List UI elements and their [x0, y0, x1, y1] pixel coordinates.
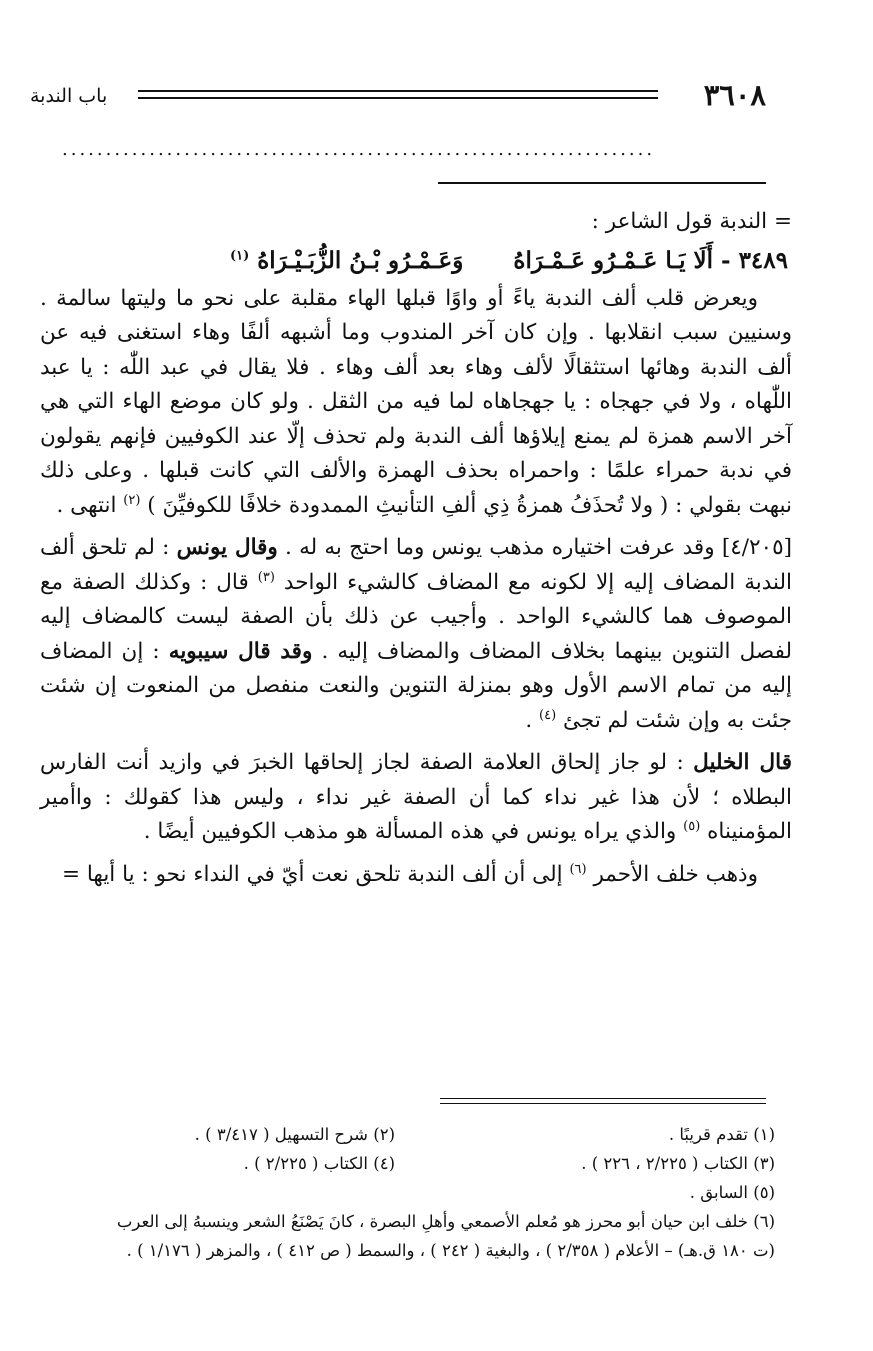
paragraph-1-text: ويعرض قلب ألف الندبة ياءً أو واوًا قبلها الهاء مقلبة على نحو ما وليتها سالمة . وسنيين سبب انقلابها . وإن كان آخر المندوب وما أشبهه ألفًا وهاء استغنى فيه عن ألف الندبة وهائها استثقالًا لألف وهاء بعد ألف وهاء . فلا يقال في عبد اللّٰه : يا عبد اللّٰهاه ، ولا في جهجاه : يا جهجاهاه لما فيه من الثقل . ولو كان موضع الهاء التي هي آخر الاسم همزة لم يمنع إيلاؤها ألف الندبة ولم تحذف إلّا عند الكوفيين فإنهم يقولون في ندبة حمراء علمًا : واحمراه بحذف الهمزة والألف التي كانت قبلها . وعلى ذلك نبهت بقولي : ( ولا تُحذَفُ همزةُ ذِي ألفِ التأنيثِ الممدودة خلافًا للكوفيِّنَ )	[40, 285, 792, 518]
footnote-ref-5: (٥)	[683, 818, 701, 834]
paragraph-2-bold-sibawayh: وقد قال سيبويه	[168, 638, 313, 664]
page-header	[30, 78, 766, 112]
footnote-ref-3: (٣)	[257, 569, 275, 585]
footnote-3: (٣) الكتاب ( ٢/٢٢٥ ، ٢٢٦ ) .	[581, 1154, 775, 1173]
paragraph-2	[40, 531, 792, 738]
paragraph-2-bold-yunus: وقال يونس	[176, 535, 278, 560]
paragraph-3-bold-khalil: قال الخليل	[693, 750, 792, 775]
paragraph-3	[40, 746, 792, 850]
footnotes	[60, 1120, 775, 1265]
verse-hemistich-2: وَعَـمْـرُو بْـنُ الزُّبَـيْـرَاهُ	[257, 246, 464, 274]
intro-line: = الندبة قول الشاعر :	[591, 209, 792, 234]
footnote-1: (١) تقدم قريبًا .	[668, 1125, 775, 1144]
paragraph-2-text-f: : إن المضاف إليه من تمام الاسم الأول وهو بمنزلة التنوين والنعت منفصل من المنعوت إن شئت جئت به وإن شئت لم تجئ	[40, 638, 792, 733]
paragraph-4	[40, 858, 792, 893]
paragraph-3-text-b: والذي يراه يونس في هذه المسألة هو مذهب الكوفيين أيضًا .	[143, 819, 677, 844]
volume-page-ref: [٤/٢٠٥]	[721, 535, 793, 560]
paragraph-2-text-c: : لم تلحق ألف الندبة المضاف إليه إلا لكونه مع المضاف كالشيء الواحد	[40, 535, 793, 595]
verse-number: ٣٤٨٩ -	[721, 246, 788, 274]
footnote-6-line-1: (٦) خلف ابن حيان أبو محرز هو مُعلم الأصمعي وأهلِ البصرة ، كانَ يَصْنَعُ الشعر وينسبهُ إلى العرب	[116, 1212, 775, 1231]
footnote-rule	[440, 1098, 766, 1104]
paragraph-1-end: انتهى .	[56, 492, 117, 518]
paragraph-3-text-a: : لو جاز إلحاق العلامة الصفة لجاز إلحاقها الخبرَ في وازيد أنت الفارس البطلاه ؛ لأن هذا غير نداء كما أن الصفة غير نداء ، وليس هذا كقولك : واأمير المؤمنيناه	[40, 750, 792, 844]
footnote-ref-6: (٦)	[569, 861, 587, 877]
verse-hemistich-1: أَلَا يَـا عَـمْـرُو عَـمْـرَاهُ	[513, 246, 713, 274]
main-text	[40, 205, 792, 892]
paragraph-2-end: .	[525, 707, 533, 733]
paragraph-2-text-a: وقد عرفت اختياره مذهب يونس وما احتج به له .	[285, 535, 715, 560]
section-title: باب الندبة	[30, 85, 108, 107]
paragraph-1	[40, 282, 792, 524]
footnote-5: (٥) السابق .	[689, 1183, 775, 1202]
paragraph-2-text-d: قال : وكذلك الصفة مع الموصوف هما كالشيء الواحد . وأجيب عن ذلك بأن الصفة ليست كالمضاف إليه لفصل التنوين بينهما بخلاف المضاف والمضاف إليه .	[40, 569, 792, 664]
footnote-row-2	[60, 1149, 775, 1178]
footnote-row-1	[60, 1120, 775, 1149]
continuation-rule	[438, 182, 766, 184]
footnote-ref-2: (٢)	[123, 492, 141, 508]
paragraph-4-text-a: وذهب خلف الأحمر	[593, 861, 758, 887]
page-number: ٣٦٠٨	[703, 78, 766, 112]
header-rule	[138, 90, 658, 99]
footnote-6-line-2: (ت ١٨٠ ق.هـ) – الأعلام ( ٢/٣٥٨ ) ، والبغية ( ٢٤٢ ) ، والسمط ( ص ٤١٢ ) ، والمزهر ( ١/١٧٦ ) .	[126, 1241, 775, 1260]
paragraph-4-text-b: إلى أن ألف الندبة تلحق نعت أيّ في النداء نحو : يا أيها =	[62, 861, 563, 887]
dotted-separator: ....................................................................	[62, 140, 656, 160]
footnote-4: (٤) الكتاب ( ٢/٢٢٥ ) .	[243, 1154, 395, 1173]
footnote-ref-4: (٤)	[539, 707, 557, 723]
footnote-2: (٢) شرح التسهيل ( ٣/٤١٧ ) .	[194, 1125, 395, 1144]
verse-line	[40, 242, 792, 280]
footnote-ref-1: (١)	[229, 247, 250, 263]
